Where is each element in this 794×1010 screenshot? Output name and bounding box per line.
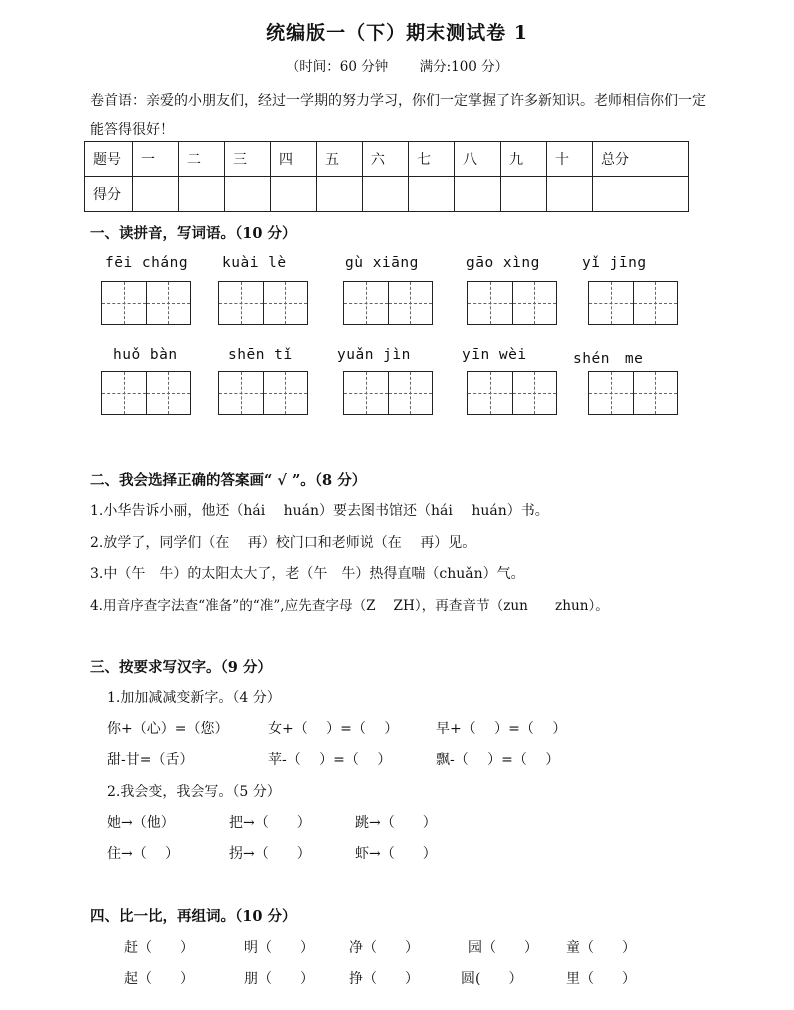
score-input-cell[interactable] <box>409 177 455 212</box>
score-header-cell: 十 <box>547 142 593 177</box>
score-header-cell: 四 <box>271 142 317 177</box>
score-row-label: 得分 <box>85 177 133 212</box>
score-input-cell[interactable] <box>547 177 593 212</box>
exercise-item: 早+（ ）=（ ） <box>436 721 567 737</box>
pinyin-label: yīn wèi <box>462 347 527 363</box>
score-header-cell: 六 <box>363 142 409 177</box>
word-item: 明（ ） <box>244 940 314 956</box>
score-input-cell[interactable] <box>225 177 271 212</box>
exercise-item: 把→（ ） <box>229 815 311 831</box>
score-header-cell: 总分 <box>593 142 689 177</box>
tianzige-box[interactable] <box>101 371 191 415</box>
exercise-item: 飘-（ ）=（ ） <box>436 752 560 768</box>
word-item: 朋（ ） <box>244 971 314 987</box>
score-input-cell[interactable] <box>271 177 317 212</box>
tianzige-box[interactable] <box>467 371 557 415</box>
tianzige-box[interactable] <box>101 281 191 325</box>
exercise-item: 甜-甘=（舌） <box>107 752 194 768</box>
pinyin-label: kuài lè <box>222 255 287 271</box>
tianzige-box[interactable] <box>343 281 433 325</box>
word-item: 园（ ） <box>468 940 538 956</box>
score-header-cell: 三 <box>225 142 271 177</box>
question-item: 4.用音序查字法查“准备”的“准”,应先查字母（Z ZH），再查音节（zun zhun）。 <box>90 598 609 614</box>
tianzige-box[interactable] <box>467 281 557 325</box>
word-item: 里（ ） <box>566 971 636 987</box>
score-header-cell: 二 <box>179 142 225 177</box>
word-item: 圆( ） <box>461 971 523 987</box>
exam-meta: （时间：60 分钟 满分:100 分） <box>285 59 509 75</box>
pinyin-label: shēn tǐ <box>228 347 293 363</box>
exercise-item: 女+（ ）=（ ） <box>268 721 399 737</box>
pinyin-label: gāo xìng <box>466 255 540 271</box>
score-input-cell[interactable] <box>179 177 225 212</box>
word-item: 净（ ） <box>349 940 419 956</box>
pinyin-label: shén me <box>573 351 644 367</box>
score-header-cell: 一 <box>133 142 179 177</box>
score-header-cell: 五 <box>317 142 363 177</box>
score-input-cell[interactable] <box>317 177 363 212</box>
exercise-item: 她→（他） <box>107 815 175 831</box>
section3-title: 三、按要求写汉字。（9 分） <box>90 659 272 676</box>
word-item: 起（ ） <box>124 971 194 987</box>
pinyin-label: gù xiāng <box>345 255 419 271</box>
exercise-item: 苹-（ ）=（ ） <box>268 752 392 768</box>
question-item: 3.中（午 牛）的太阳太大了，老（午 牛）热得直喘（chuǎn）气。 <box>90 566 525 582</box>
exercise-item: 你+（心）=（您） <box>107 721 229 737</box>
tianzige-box[interactable] <box>588 281 678 325</box>
question-item: 2.放学了，同学们（在 再）校门口和老师说（在 再）见。 <box>90 535 477 551</box>
score-header-cell: 九 <box>501 142 547 177</box>
intro-text: 卷首语：亲爱的小朋友们，经过一学期的努力学习，你们一定掌握了许多新知识。老师相信你们一定能答得很好！ <box>90 93 706 138</box>
page-title: 统编版一（下）期末测试卷 1 <box>266 22 528 44</box>
question-item: 1.小华告诉小丽，他还（hái huán）要去图书馆还（hái huán）书。 <box>90 503 549 519</box>
score-input-cell[interactable] <box>593 177 689 212</box>
exercise-item: 虾→（ ） <box>355 846 437 862</box>
score-input-cell[interactable] <box>455 177 501 212</box>
section4-title: 四、比一比，再组词。（10 分） <box>90 908 297 925</box>
tianzige-box[interactable] <box>588 371 678 415</box>
subsection-title: 1.加加减减变新字。（4 分） <box>107 690 281 706</box>
score-input-cell[interactable] <box>133 177 179 212</box>
subsection-title: 2.我会变，我会写。（5 分） <box>107 784 281 800</box>
score-header-cell: 七 <box>409 142 455 177</box>
score-header-cell: 八 <box>455 142 501 177</box>
score-table-score-row <box>85 177 689 212</box>
word-item: 挣（ ） <box>349 971 419 987</box>
tianzige-box[interactable] <box>218 281 308 325</box>
pinyin-label: yǐ jīng <box>582 255 647 271</box>
word-item: 童（ ） <box>566 940 636 956</box>
pinyin-label: yuǎn jìn <box>337 347 411 363</box>
score-table <box>84 141 689 212</box>
score-header-cell: 题号 <box>85 142 133 177</box>
section2-title: 二、我会选择正确的答案画“ √ ”。（8 分） <box>90 472 367 489</box>
pinyin-label: huǒ bàn <box>113 347 178 363</box>
word-item: 赶（ ） <box>124 940 194 956</box>
pinyin-label: fēi cháng <box>105 255 189 271</box>
score-input-cell[interactable] <box>501 177 547 212</box>
score-input-cell[interactable] <box>363 177 409 212</box>
exercise-item: 住→（ ） <box>107 846 180 862</box>
tianzige-box[interactable] <box>343 371 433 415</box>
score-table-header-row <box>85 142 689 177</box>
exercise-item: 跳→（ ） <box>355 815 437 831</box>
exercise-item: 拐→（ ） <box>229 846 311 862</box>
section1-title: 一、读拼音，写词语。（10 分） <box>90 225 297 242</box>
tianzige-box[interactable] <box>218 371 308 415</box>
